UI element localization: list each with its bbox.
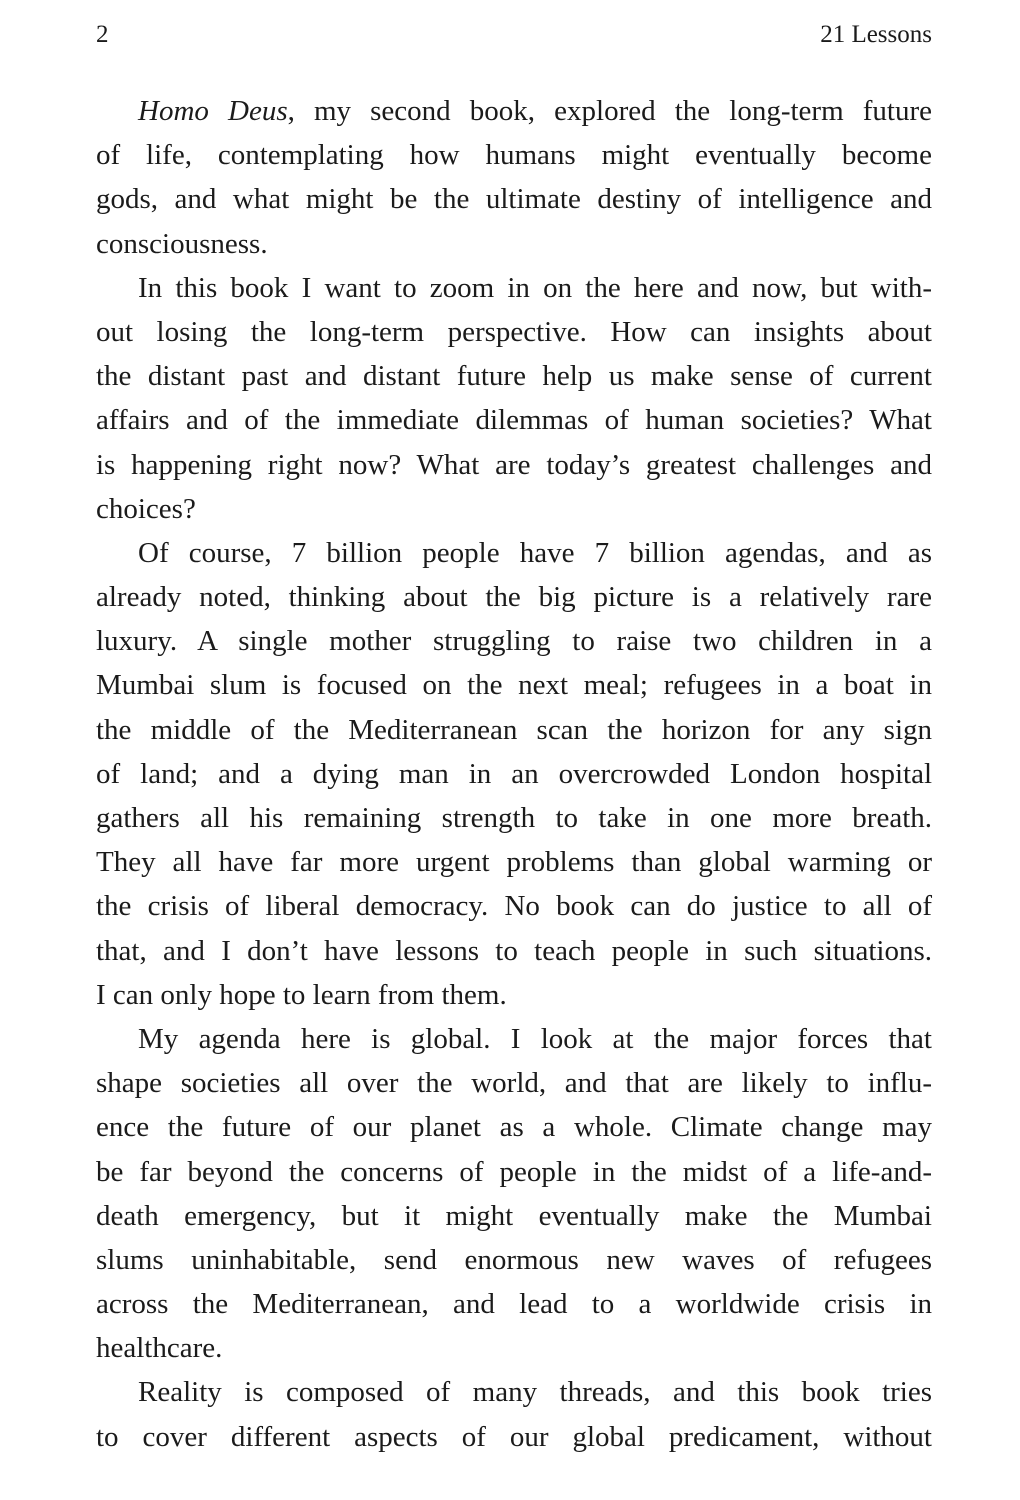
line-text: Mumbai slum is focused on the next meal; refugees in a boat in <box>96 669 932 702</box>
line-text: I can only hope to learn from them. <box>96 978 507 1011</box>
text-line <box>96 884 932 928</box>
text-line <box>96 973 932 1017</box>
text-line <box>96 133 932 177</box>
line-text: of land; and a dying man in an overcrowded London hospital <box>96 757 932 790</box>
text-line <box>96 1017 932 1061</box>
line-text: They all have far more urgent problems than global warming or <box>96 846 932 879</box>
line-text: shape societies all over the world, and that are likely to influ- <box>96 1067 932 1100</box>
page-header <box>96 18 932 52</box>
line-text: Reality is composed of many threads, and this book tries <box>138 1376 932 1409</box>
body-text <box>96 89 932 1459</box>
text-line <box>96 752 932 796</box>
paragraph <box>96 266 932 531</box>
italic-title: Homo Deus <box>138 95 288 127</box>
line-text: already noted, thinking about the big picture is a relatively rare <box>96 581 932 614</box>
text-line <box>96 222 932 266</box>
line-text: In this book I want to zoom in on the here and now, but with- <box>138 271 932 304</box>
line-text: gods, and what might be the ultimate destiny of intelligence and <box>96 183 932 216</box>
text-line <box>96 796 932 840</box>
text-line <box>96 398 932 442</box>
line-text: consciousness. <box>96 227 268 260</box>
line-text: My agenda here is global. I look at the major forces that <box>138 1022 932 1055</box>
line-text: gathers all his remaining strength to take in one more breath. <box>96 802 932 834</box>
paragraph <box>96 89 932 266</box>
line-text: Of course, 7 billion people have 7 billion agendas, and as <box>138 536 932 569</box>
text-line <box>96 1238 932 1282</box>
text-line <box>96 1105 932 1149</box>
text-line <box>96 619 932 663</box>
text-line <box>96 1415 932 1459</box>
line-text: affairs and of the immediate dilemmas of human societies? What <box>96 404 932 437</box>
line-text: the distant past and distant future help us make sense of current <box>96 360 932 393</box>
line-text: , my second book, explored the long-term future <box>287 95 932 127</box>
text-line <box>96 708 932 752</box>
line-text: across the Mediterranean, and lead to a worldwide crisis in <box>96 1288 932 1321</box>
paragraph <box>96 1017 932 1371</box>
text-line <box>96 1370 932 1414</box>
line-text: that, and I don’t have lessons to teach people in such situations. <box>96 934 932 967</box>
text-line <box>96 1326 932 1370</box>
line-text: slums uninhabitable, send enormous new waves of refugees <box>96 1243 932 1276</box>
line-text: out losing the long-term perspective. How can insights about <box>96 315 932 348</box>
line-text: healthcare. <box>96 1332 223 1365</box>
line-text: ence the future of our planet as a whole. Climate change may <box>96 1111 932 1144</box>
line-text: death emergency, but it might eventually make the Mumbai <box>96 1199 932 1232</box>
text-line <box>96 663 932 707</box>
text-line <box>96 177 932 221</box>
text-line <box>96 266 932 310</box>
text-line <box>96 575 932 619</box>
page-number: 2 <box>96 21 109 48</box>
text-line <box>96 1061 932 1105</box>
text-line <box>96 443 932 487</box>
text-line <box>96 1282 932 1326</box>
text-line <box>96 1150 932 1194</box>
line-text: is happening right now? What are today’s greatest challenges and <box>96 448 932 481</box>
paragraph <box>96 531 932 1017</box>
paragraph <box>96 1370 932 1458</box>
text-line <box>96 531 932 575</box>
line-text: be far beyond the concerns of people in the midst of a life-and- <box>96 1155 932 1188</box>
line-text: luxury. A single mother struggling to raise two children in a <box>96 625 932 658</box>
text-line <box>96 89 932 133</box>
line-text: the crisis of liberal democracy. No book can do justice to all of <box>96 890 932 923</box>
line-text: to cover different aspects of our global predicament, without <box>96 1420 932 1453</box>
text-line <box>96 354 932 398</box>
line-text: choices? <box>96 492 196 525</box>
text-line <box>96 840 932 884</box>
running-title: 21 Lessons <box>820 21 932 48</box>
line-text: the middle of the Mediterranean scan the horizon for any sign <box>96 713 932 746</box>
line-text: of life, contemplating how humans might eventually become <box>96 139 932 172</box>
text-line <box>96 487 932 531</box>
text-line <box>96 1194 932 1238</box>
text-line <box>96 310 932 354</box>
text-line <box>96 929 932 973</box>
